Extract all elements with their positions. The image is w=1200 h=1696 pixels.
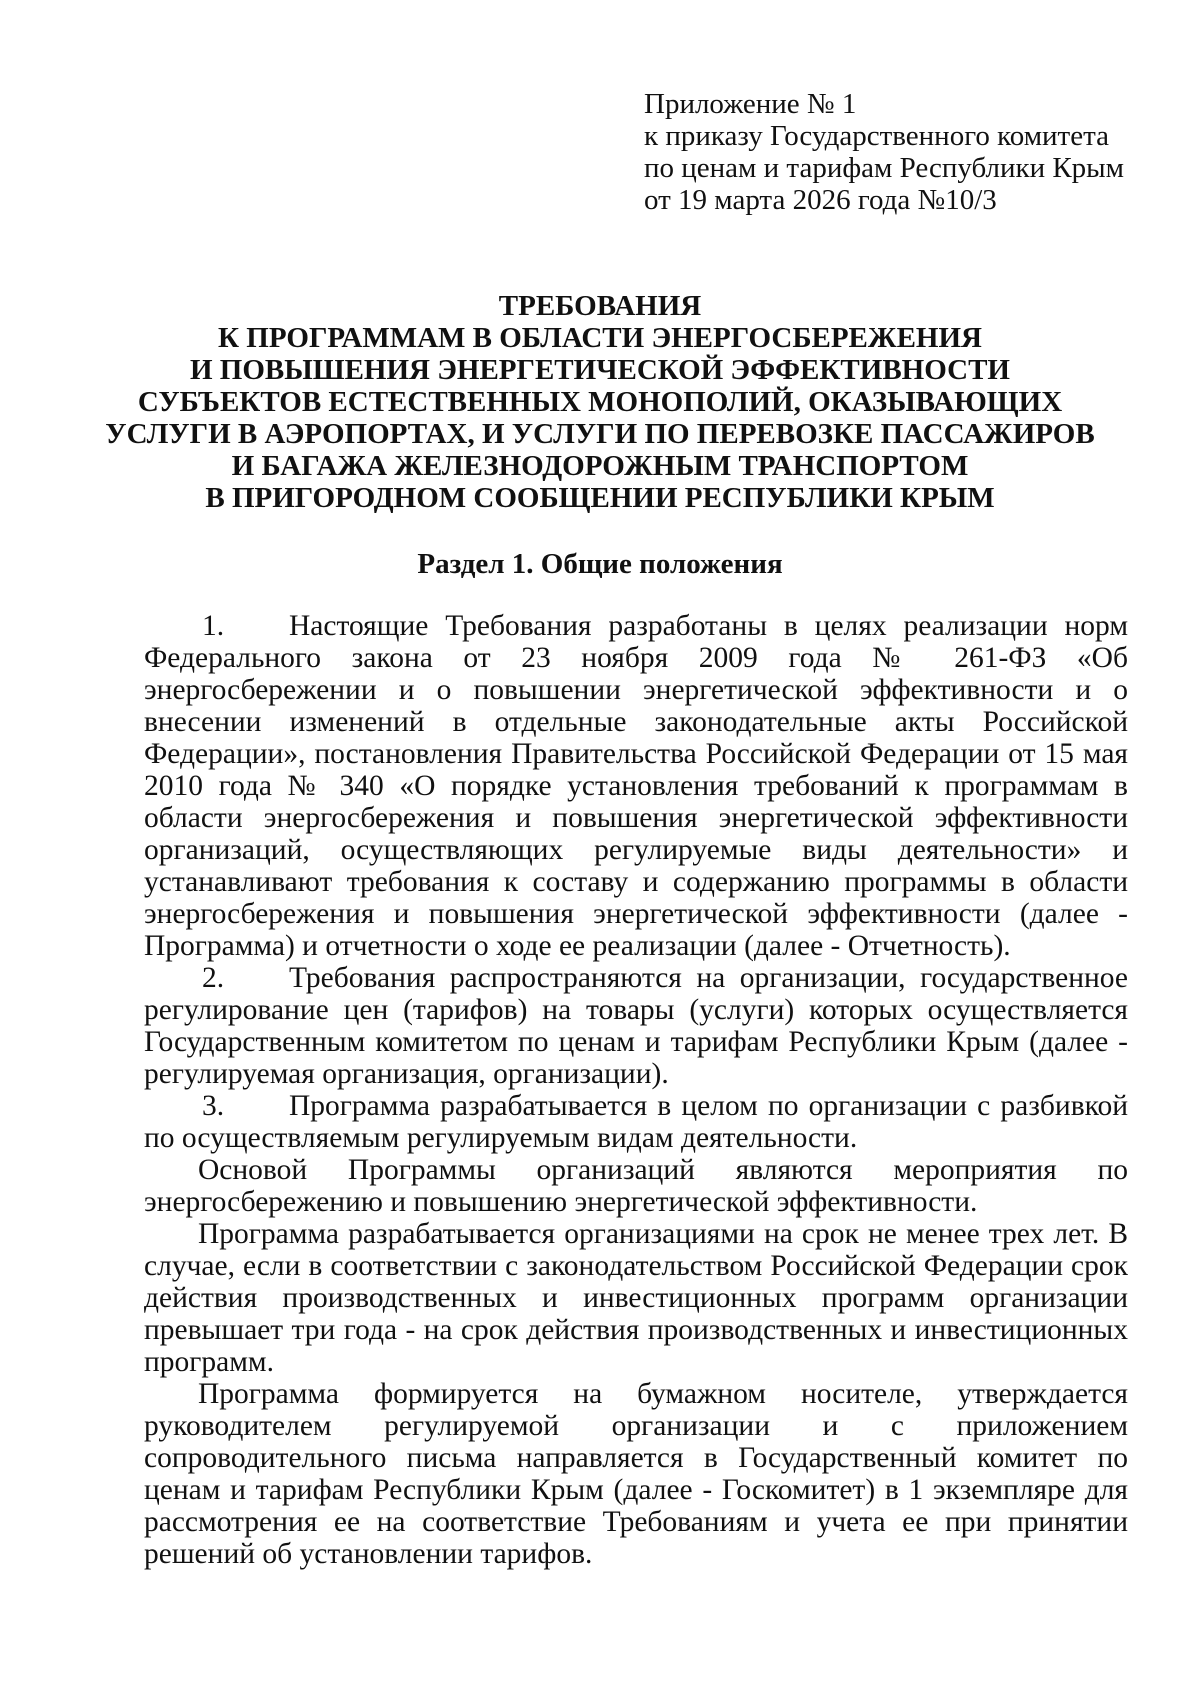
section-heading: Раздел 1. Общие положения [417,548,783,580]
title-line-6: И БАГАЖА ЖЕЛЕЗНОДОРОЖНЫМ ТРАНСПОРТОМ [231,450,969,482]
appendix-header [644,88,1164,216]
appendix-line-4: от 19 марта 2026 года №10/3 [644,184,997,216]
paragraph-3 [144,1090,1128,1154]
title-line-5: УСЛУГИ В АЭРОПОРТАХ, И УСЛУГИ ПО ПЕРЕВОЗКЕ ПАССАЖИРОВ [105,418,1095,450]
title-line-7: В ПРИГОРОДНОМ СООБЩЕНИИ РЕСПУБЛИКИ КРЫМ [205,482,995,514]
paragraph-1-number: 1. [202,610,225,642]
paragraph-1 [144,610,1128,962]
appendix-line-2: к приказу Государственного комитета [644,120,1110,152]
paragraph-4: Основой Программы организаций являются мероприятия по энергосбережению и повышению энергетической эффективности. [144,1154,1128,1218]
document-title [100,290,1100,514]
document-body [144,610,1128,1570]
paragraph-1-text: Настоящие Требования разработаны в целях реализации норм Федерального закона от 23 ноября 2009 года № 261-ФЗ «Об энергосбережении и о повышении энергетической эффективности и о внесении изменений в отдельные законодательные акты Российской Федерации», постановления Правительства Российской Федерации от 15 мая 2010 года № 340 «О порядке установления требований к программам в области энергосбережения и повышения энергетической эффективности организаций, осуществляющих регулируемые виды деятельности» и устанавливают требования к составу и содержанию программы в области энергосбережения и повышения энергетической эффективности (далее - Программа) и отчетности о ходе ее реализации (далее - Отчетность). [144,610,1128,962]
title-line-2: К ПРОГРАММАМ В ОБЛАСТИ ЭНЕРГОСБЕРЕЖЕНИЯ [218,322,982,354]
paragraph-2-text: Требования распространяются на организации, государственное регулирование цен (тарифов) на товары (услуги) которых осуществляется Государственным комитетом по ценам и тарифам Республики Крым (далее - регулируемая организация, организации). [144,962,1128,1090]
title-line-3: И ПОВЫШЕНИЯ ЭНЕРГЕТИЧЕСКОЙ ЭФФЕКТИВНОСТИ [189,354,1010,386]
paragraph-3-number: 3. [202,1090,225,1122]
title-line-1: ТРЕБОВАНИЯ [498,290,702,322]
paragraph-3-text: Программа разрабатывается в целом по организации с разбивкой по осуществляемым регулируемым видам деятельности. [144,1090,1128,1154]
title-line-4: СУБЪЕКТОВ ЕСТЕСТВЕННЫХ МОНОПОЛИЙ, ОКАЗЫВАЮЩИХ [137,386,1063,418]
paragraph-2 [144,962,1128,1090]
paragraph-2-number: 2. [202,962,225,994]
appendix-line-3: по ценам и тарифам Республики Крым [644,152,1125,184]
appendix-line-1: Приложение № 1 [644,88,857,120]
paragraph-6: Программа формируется на бумажном носителе, утверждается руководителем регулируемой организации и с приложением сопроводительного письма направляется в Государственный комитет по ценам и тарифам Республики Крым (далее - Госкомитет) в 1 экземпляре для рассмотрения ее на соответствие Требованиям и учета ее при принятии решений об установлении тарифов. [144,1378,1128,1570]
paragraph-5: Программа разрабатывается организациями на срок не менее трех лет. В случае, если в соответствии с законодательством Российской Федерации срок действия производственных и инвестиционных программ организации превышает три года - на срок действия производственных и инвестиционных программ. [144,1218,1128,1378]
